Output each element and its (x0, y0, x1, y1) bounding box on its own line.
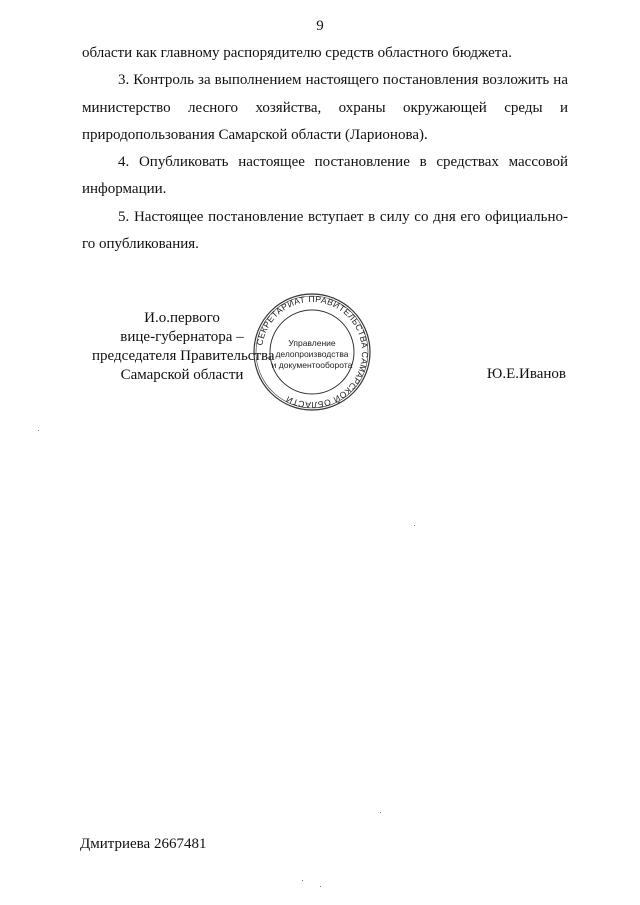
signer-title-line: Самарской области (120, 367, 244, 383)
page-number: 9 (316, 18, 324, 34)
signer-title (92, 309, 275, 385)
scan-speck (320, 886, 321, 887)
stamp-center-line: и документооборота (271, 360, 353, 370)
scan-speck (414, 525, 415, 526)
signer-title-line: И.о.первого (144, 310, 220, 326)
scan-speck (38, 430, 39, 431)
signer-title-line: председателя Правительства (92, 348, 275, 364)
executor-contact: Дмитриева 2667481 (80, 836, 207, 852)
paragraph-item-5: 5. Настоящее постановление вступает в силу со дня его официально-го опубликования. (82, 208, 568, 253)
paragraph-item-3: 3. Контроль за выполнением настоящего постановления возложить на министерство лесного хозяйства, охраны окружающей среды и природопользования Самарской области (Ларионова). (82, 72, 568, 143)
signer-name: Ю.Е.Иванов (486, 366, 566, 382)
paragraph-continuation: области как главному распорядителю средств областного бюджета. (82, 45, 512, 61)
signer-title-line: вице-губернатора – (120, 329, 244, 345)
document-body (82, 40, 568, 258)
stamp-ring-text: СЕКРЕТАРИАТ ПРАВИТЕЛЬСТВА САМАРСКОЙ ОБЛАСТИ (254, 293, 371, 411)
scan-speck (302, 880, 303, 881)
stamp-center-text (252, 338, 372, 371)
paragraph-item-4: 4. Опубликовать настоящее постановление в средствах массовой информации. (82, 154, 568, 198)
scan-speck (380, 812, 381, 813)
stamp-center-line: делопроизводства (275, 349, 349, 359)
official-stamp (252, 292, 372, 412)
stamp-center-line: Управление (288, 338, 336, 348)
